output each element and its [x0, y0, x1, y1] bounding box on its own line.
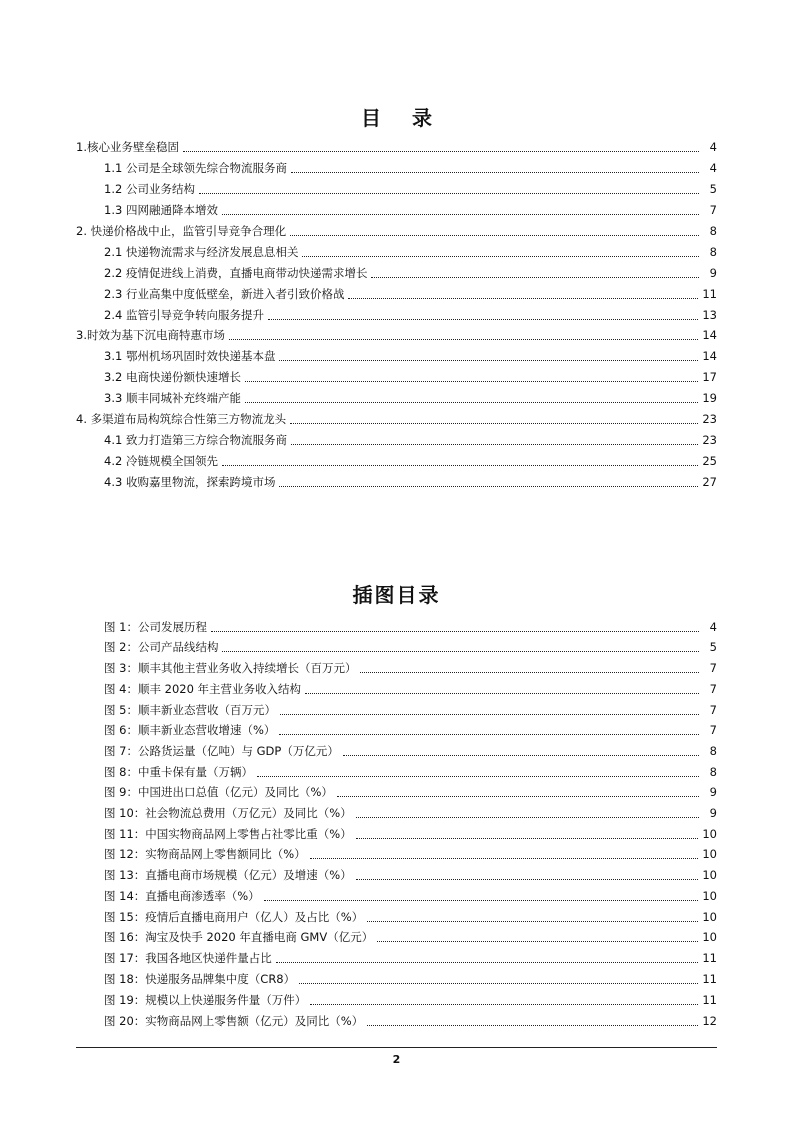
figure-entry-page: 8 [709, 744, 717, 758]
figure-entry-page: 11 [702, 951, 717, 965]
dot-leader [291, 172, 699, 173]
figure-entry[interactable] [104, 969, 717, 989]
toc-entry[interactable] [104, 200, 717, 220]
figure-entry-label: 图 6：顺丰新业态营收增速（%） [104, 723, 276, 737]
dot-leader [222, 214, 699, 215]
toc-entry[interactable] [104, 388, 717, 408]
toc-entry[interactable] [104, 472, 717, 492]
figure-entry-label: 图 13：直播电商市场规模（亿元）及增速（%） [104, 868, 352, 882]
toc-entry-page: 11 [702, 287, 717, 301]
figure-entry[interactable] [104, 700, 717, 720]
toc-entry-page: 8 [709, 245, 717, 259]
dot-leader [280, 714, 699, 715]
dot-leader [245, 381, 698, 382]
figure-entry[interactable] [104, 948, 717, 968]
figure-entry-label: 图 3：顺丰其他主营业务收入持续增长（百万元） [104, 661, 357, 675]
dot-leader [348, 298, 698, 299]
toc-entry-label: 2.2 疫情促进线上消费，直播电商带动快递需求增长 [104, 266, 368, 280]
dot-leader [211, 631, 699, 632]
toc-entry-label: 4.1 致力打造第三方综合物流服务商 [104, 433, 287, 447]
figure-entry-page: 7 [709, 703, 717, 717]
dot-leader [290, 235, 699, 236]
figure-entry-page: 10 [702, 868, 717, 882]
dot-leader [183, 151, 699, 152]
dot-leader [337, 796, 699, 797]
dot-leader [257, 776, 699, 777]
figure-entry[interactable] [104, 927, 717, 947]
figure-entry[interactable] [104, 679, 717, 699]
figure-entry-label: 图 20：实物商品网上零售额（亿元）及同比（%） [104, 1014, 364, 1028]
dot-leader [360, 672, 699, 673]
toc-entry-page: 14 [702, 328, 717, 342]
toc-entry-page: 9 [709, 266, 717, 280]
figure-entry-label: 图 5：顺丰新业态营收（百万元） [104, 703, 276, 717]
figure-entry[interactable] [104, 886, 717, 906]
dot-leader [367, 1025, 698, 1026]
toc-entry[interactable] [104, 430, 717, 450]
toc-entry-label: 1.核心业务壁垒稳固 [76, 140, 179, 154]
toc-entry-page: 5 [709, 182, 717, 196]
figure-entry-label: 图 14：直播电商渗透率（%） [104, 889, 260, 903]
figure-list-title: 插图目录 [352, 583, 441, 607]
toc-entry[interactable] [104, 451, 717, 471]
figure-entry-page: 8 [709, 765, 717, 779]
figure-entry[interactable] [104, 741, 717, 761]
figure-entry[interactable] [104, 824, 717, 844]
dot-leader [279, 734, 699, 735]
figure-entry-page: 4 [709, 620, 717, 634]
toc-entry-page: 17 [702, 370, 717, 384]
toc-entry[interactable] [104, 367, 717, 387]
toc-entry-page: 7 [709, 203, 717, 217]
figure-entry-label: 图 7：公路货运量（亿吨）与 GDP（万亿元） [104, 744, 339, 758]
dot-leader [299, 983, 698, 984]
dot-leader [377, 941, 698, 942]
footer-divider [76, 1047, 717, 1048]
toc-entry[interactable] [104, 284, 717, 304]
figure-entry-label: 图 18：快递服务品牌集中度（CR8） [104, 972, 296, 986]
toc-entry[interactable] [76, 221, 717, 241]
figure-entry[interactable] [104, 720, 717, 740]
figure-entry-page: 11 [702, 972, 717, 986]
figure-entry-page: 10 [702, 910, 717, 924]
figure-entry-page: 10 [702, 930, 717, 944]
dot-leader [290, 423, 698, 424]
toc-entry-label: 2. 快递价格战中止，监管引导竞争合理化 [76, 224, 287, 238]
toc-entry-label: 3.1 鄂州机场巩固时效快递基本盘 [104, 349, 276, 363]
figure-entry[interactable] [104, 637, 717, 657]
figure-entry[interactable] [104, 990, 717, 1010]
toc-entry[interactable] [104, 158, 717, 178]
toc-entry-label: 4.3 收购嘉里物流，探索跨境市场 [104, 475, 276, 489]
figure-entry[interactable] [104, 803, 717, 823]
figure-entry-page: 10 [702, 847, 717, 861]
toc-entry[interactable] [104, 346, 717, 366]
dot-leader [371, 277, 699, 278]
figure-entry[interactable] [104, 762, 717, 782]
dot-leader [356, 838, 699, 839]
figure-entry[interactable] [104, 865, 717, 885]
figure-entry-label: 图 12：实物商品网上零售额同比（%） [104, 847, 306, 861]
figure-entry-page: 9 [709, 785, 717, 799]
figure-entry-page: 7 [709, 723, 717, 737]
toc-entry-page: 8 [709, 224, 717, 238]
toc-entry-page: 13 [702, 308, 717, 322]
figure-entry[interactable] [104, 844, 717, 864]
figure-entry-label: 图 10：社会物流总费用（万亿元）及同比（%） [104, 806, 352, 820]
toc-entry[interactable] [76, 325, 717, 345]
toc-entry-label: 2.1 快递物流需求与经济发展息息相关 [104, 245, 299, 259]
toc-entry-label: 2.3 行业高集中度低壁垒，新进入者引致价格战 [104, 287, 345, 301]
toc-entry-label: 4.2 冷链规模全国领先 [104, 454, 218, 468]
toc-entry-page: 14 [702, 349, 717, 363]
toc-entry[interactable] [76, 137, 717, 157]
toc-entry[interactable] [104, 263, 717, 283]
figure-entry[interactable] [104, 658, 717, 678]
toc-entry-label: 1.2 公司业务结构 [104, 182, 195, 196]
toc-entry[interactable] [104, 305, 717, 325]
dot-leader [222, 651, 699, 652]
toc-entry-page: 4 [709, 140, 717, 154]
dot-leader [343, 755, 699, 756]
figure-entry-page: 10 [702, 827, 717, 841]
figure-entry-label: 图 8：中重卡保有量（万辆） [104, 765, 253, 779]
figure-entry-label: 图 2：公司产品线结构 [104, 640, 219, 654]
figure-entry-label: 图 16：淘宝及快手 2020 年直播电商 GMV（亿元） [104, 930, 374, 944]
toc-entry-page: 19 [702, 391, 717, 405]
toc-entry-page: 27 [702, 475, 717, 489]
toc-entry-label: 2.4 监管引导竞争转向服务提升 [104, 308, 264, 322]
figure-entry-page: 7 [709, 682, 717, 696]
dot-leader [229, 339, 698, 340]
figure-entry[interactable] [104, 782, 717, 802]
toc-entry[interactable] [76, 409, 717, 429]
dot-leader [310, 1004, 698, 1005]
figure-entry-label: 图 11：中国实物商品网上零售占社零比重（%） [104, 827, 352, 841]
figure-entry-page: 9 [709, 806, 717, 820]
dot-leader [367, 921, 698, 922]
figure-entry[interactable] [104, 907, 717, 927]
dot-leader [199, 193, 699, 194]
dot-leader [222, 465, 698, 466]
toc-entry-page: 4 [709, 161, 717, 175]
dot-leader [310, 858, 699, 859]
dot-leader [305, 693, 699, 694]
toc-entry-page: 23 [702, 433, 717, 447]
toc-entry-label: 3.3 顺丰同城补充终端产能 [104, 391, 241, 405]
toc-entry-page: 25 [702, 454, 717, 468]
toc-entry-label: 3.时效为基下沉电商特惠市场 [76, 328, 225, 342]
figure-entry[interactable] [104, 617, 717, 637]
figure-entry-label: 图 9：中国进出口总值（亿元）及同比（%） [104, 785, 333, 799]
toc-entry[interactable] [104, 242, 717, 262]
figure-entry-page: 7 [709, 661, 717, 675]
figure-entry[interactable] [104, 1011, 717, 1031]
dot-leader [356, 817, 699, 818]
toc-entry[interactable] [104, 179, 717, 199]
dot-leader [279, 360, 698, 361]
dot-leader [264, 900, 699, 901]
figure-entry-label: 图 1：公司发展历程 [104, 620, 207, 634]
toc-entry-page: 23 [702, 412, 717, 426]
figure-entry-page: 10 [702, 889, 717, 903]
dot-leader [302, 256, 699, 257]
dot-leader [356, 879, 699, 880]
figure-entry-label: 图 19：规模以上快递服务件量（万件） [104, 993, 307, 1007]
dot-leader [245, 402, 698, 403]
toc-entry-label: 1.3 四网融通降本增效 [104, 203, 218, 217]
figure-entry-label: 图 15：疫情后直播电商用户（亿人）及占比（%） [104, 910, 364, 924]
figure-entry-page: 11 [702, 993, 717, 1007]
figure-entry-label: 图 4：顺丰 2020 年主营业务收入结构 [104, 682, 302, 696]
toc-entry-label: 1.1 公司是全球领先综合物流服务商 [104, 161, 287, 175]
figure-entry-page: 12 [702, 1014, 717, 1028]
figure-entry-page: 5 [709, 640, 717, 654]
figure-entry-label: 图 17：我国各地区快递件量占比 [104, 951, 272, 965]
dot-leader [268, 319, 698, 320]
dot-leader [279, 486, 698, 487]
toc-title: 目 录 [361, 106, 444, 130]
dot-leader [291, 444, 698, 445]
toc-entry-label: 3.2 电商快递份额快速增长 [104, 370, 241, 384]
toc-entry-label: 4. 多渠道布局构筑综合性第三方物流龙头 [76, 412, 287, 426]
page-number: 2 [392, 1053, 401, 1066]
dot-leader [276, 962, 699, 963]
